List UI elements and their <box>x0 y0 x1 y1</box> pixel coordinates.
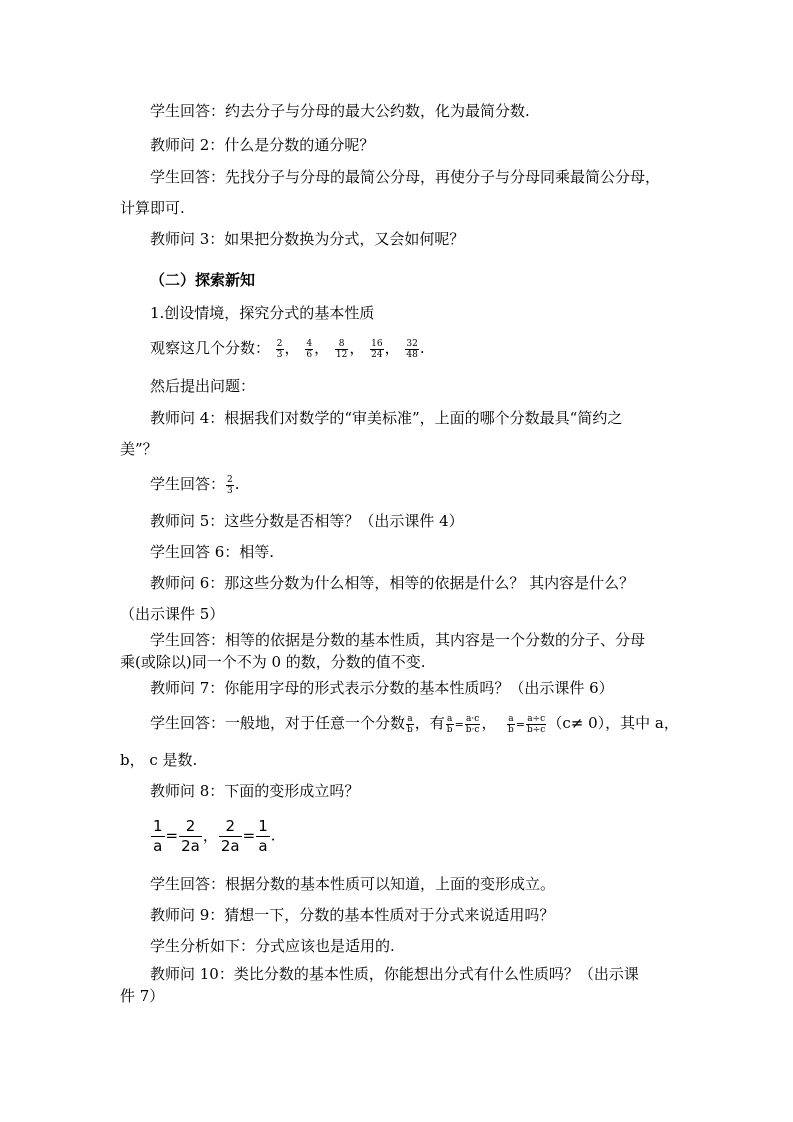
eq2-right: $\frac{a\div c}{b\div c}$ <box>527 713 546 735</box>
eq1-right: $\frac{a\cdot c}{b\cdot c}$ <box>465 713 480 735</box>
student-answer-2-cont: 计算即可. <box>120 199 185 217</box>
observe-fractions-line: 观察这几个分数： $\frac{2}{3}$ ， $\frac{4}{6}$ ， $\frac{8}{12}$ ， $\frac{16}{24}$ ， $\frac{32}{48}$ . <box>150 338 425 360</box>
fraction-32-48: $\frac{32}{48}$ <box>406 338 418 360</box>
teacher-question-5: 教师问 5：这些分数是否相等？（出示课件 4） <box>150 512 464 530</box>
student-answer-6: 学生回答 6：相等. <box>150 543 275 561</box>
fraction-2-3: $\frac{2}{3}$ <box>276 338 283 360</box>
t2-right: $\frac{1}{a}$ <box>258 817 268 855</box>
student-analysis: 学生分析如下：分式应该也是适用的. <box>150 937 395 955</box>
student-answer-general-cont: b， c 是数. <box>120 751 198 769</box>
fraction-8-12: $\frac{8}{12}$ <box>335 338 348 360</box>
fraction-answer: $\frac{2}{3}$ <box>227 474 233 496</box>
teacher-question-10-cont: 件 7） <box>120 987 165 1005</box>
transformations-line: $\frac{1}{a}$ = $\frac{2}{2a}$ ， $\frac{2}{2a}$ = $\frac{1}{a}$ . <box>153 817 276 855</box>
student-answer-1: 学生回答：约去分子与分母的最大公约数，化为最简分数. <box>150 102 530 120</box>
student-answer-property: 学生回答：相等的依据是分数的基本性质，其内容是一个分数的分子、分母 <box>150 631 646 649</box>
student-answer-transform: 学生回答：根据分数的基本性质可以知道，上面的变形成立。 <box>150 875 556 893</box>
observe-prefix: 观察这几个分数： <box>150 339 271 357</box>
teacher-question-2: 教师问 2：什么是分数的通分呢？ <box>150 136 375 154</box>
teacher-question-6-cont: （出示课件 5） <box>120 605 225 623</box>
fraction-4-6: $\frac{4}{6}$ <box>306 338 313 360</box>
teacher-question-8: 教师问 8：下面的变形成立吗？ <box>150 782 360 800</box>
fraction-a-b: $\frac{a}{b}$ <box>407 713 413 735</box>
student-answer-property-cont: 乘(或除以)同一个不为 0 的数，分数的值不变. <box>120 653 426 671</box>
teacher-question-6: 教师问 6：那这些分数为什么相等，相等的依据是什么？ 其内容是什么？ <box>150 574 635 592</box>
then-ask-line: 然后提出问题： <box>150 377 256 395</box>
eq2-left: $\frac{a}{b}$ <box>508 713 514 735</box>
teacher-question-9: 教师问 9：猜想一下，分数的基本性质对于分式来说适用吗？ <box>150 906 555 924</box>
student-answer-fraction: 学生回答： $\frac{2}{3}$ . <box>150 474 240 496</box>
teacher-question-10: 教师问 10：类比分数的基本性质，你能想出分式有什么性质吗？（出示课 <box>150 965 639 983</box>
subsection-title: 1.创设情境，探究分式的基本性质 <box>150 304 375 322</box>
teacher-question-3: 教师问 3：如果把分数换为分式，又会如何呢？ <box>150 230 465 248</box>
t1-left: $\frac{1}{a}$ <box>153 817 163 855</box>
eq1-left: $\frac{a}{b}$ <box>446 713 453 735</box>
teacher-question-4: 教师问 4：根据我们对数学的“审美标准”，上面的哪个分数最具“简约之 <box>150 409 623 427</box>
section-heading: （二）探索新知 <box>150 271 256 289</box>
student-answer-2: 学生回答：先找分子与分母的最简公分母，再使分子与分母同乘最简公分母， <box>150 168 661 186</box>
fraction-16-24: $\frac{16}{24}$ <box>371 338 383 360</box>
t1-right: $\frac{2}{2a}$ <box>181 817 200 855</box>
t2-left: $\frac{2}{2a}$ <box>220 817 240 855</box>
teacher-question-7: 教师问 7：你能用字母的形式表示分数的基本性质吗？（出示课件 6） <box>150 679 614 697</box>
student-answer-general: 学生回答：一般地，对于任意一个分数 $\frac{a}{b}$ ，有 $\frac{a}{b}$ = $\frac{a\cdot c}{b\cdot c}$ ， $\frac{a}{b}$ = $\frac{a\div c}{b\div c}$ （c≠ 0），其中 a， <box>150 713 679 735</box>
teacher-question-4-cont: 美”？ <box>120 440 158 458</box>
